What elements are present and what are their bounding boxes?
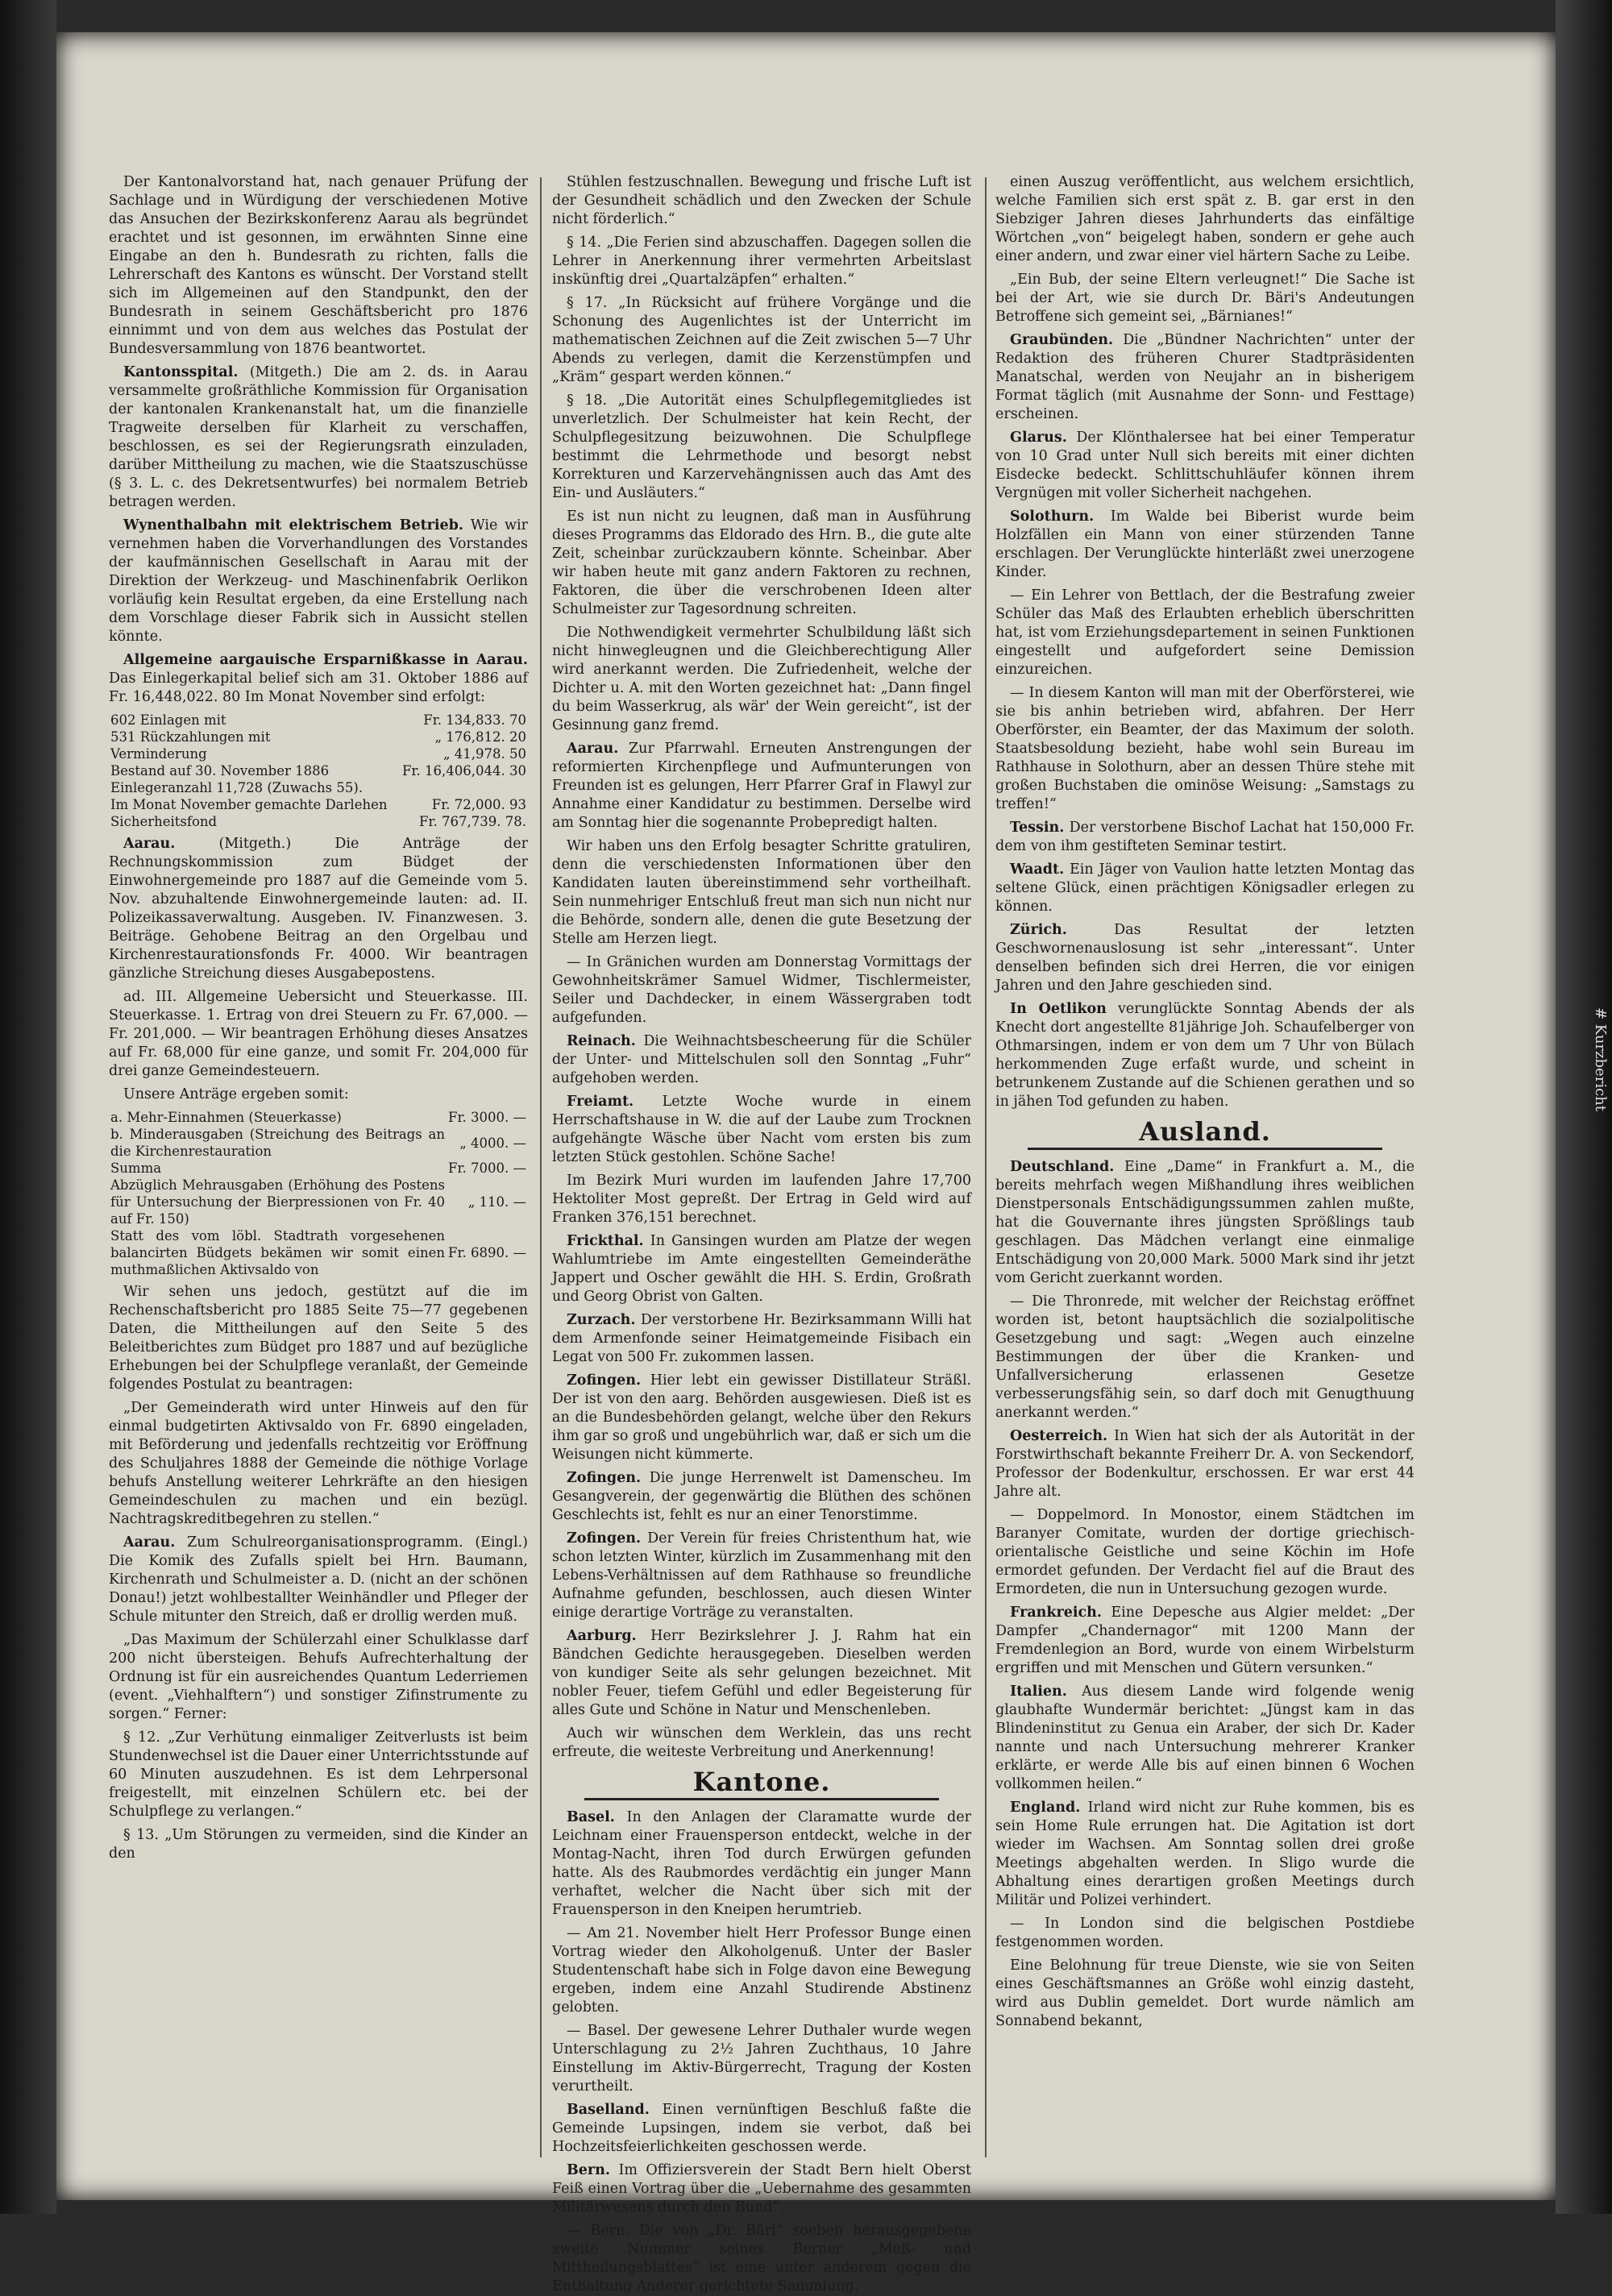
article-heading: Zofingen. <box>567 1372 642 1389</box>
table-row: b. Minderausgaben (Streichung des Beitrags an die Kirchenrestauration „ 4000. — <box>110 1127 526 1159</box>
article-heading: Waadt. <box>1010 862 1065 878</box>
table-row: Abzüglich Mehrausgaben (Erhöhung des Postens für Untersuchung der Bierpressionen von Fr. 40 auf Fr. 150) „ 110. — <box>110 1177 526 1227</box>
column-rule <box>985 177 987 2157</box>
article-heading: Aarau. <box>123 1534 176 1551</box>
column-2 <box>552 173 971 2294</box>
paragraph: Basel. In den Anlagen der Claramatte wurde der Leichnam einer Frauensperson entdeckt, welche in der Montag-Nacht, ihren Tod durch Erwürgen gefunden hatte. Als des Raubmordes verdächtig ein junger Mann verhaftet, welcher die Nacht über sich mit der Frauensperson in den Kneipen herumtrieb. <box>552 1809 971 1918</box>
paragraph: Frickthal. In Gansingen wurden am Platze der wegen Wahlumtriebe im Amte eingestellten Gemeinderäthe Jappert und Oscher gewählt die HH. S. Erdin, Großrath und Georg Obrist von Galten. <box>552 1233 971 1305</box>
paragraph: Zürich. Das Resultat der letzten Geschwornenauslosung ist sehr „interessant“. Unter denselben befinden sich drei Herren, die vor einigen Jahren und den Jahre geschieden sind. <box>995 922 1415 994</box>
paragraph: — Bern. Die von „Dr. Bäri“ soeben herausgegebene zweite Nummer seines Berner „Meß- und Mittheilungsblattes“ ist eine unter anderem gegen die Enthaltung Anderer gerichtete Sammlung. <box>552 2223 971 2294</box>
section-heading-kantone: Kantone. <box>692 1767 831 1797</box>
article-heading: In Oetlikon <box>1010 1001 1107 1017</box>
column-3 <box>995 173 1415 2165</box>
article-heading: Frickthal. <box>567 1233 644 1249</box>
paragraph: Reinach. Die Weihnachtsbescheerung für die Schüler der Unter- und Mittelschulen soll den Sonntag „Fuhr“ aufgehoben werden. <box>552 1033 971 1086</box>
paragraph: Der Kantonalvorstand hat, nach genauer Prüfung der Sachlage und in Würdigung der verschiedenen Motive das Ansuchen der Bezirkskonferenz Aarau als begründet erachtet und ist gesonnen, im erwähnten Sinne eine Eingabe an den h. Bundesrath zu richten, falls die Lehrerschaft des Kantons es wünscht. Der Vorstand stellt sich im Allgemeinen auf den Standpunkt, den der Bundesrath in seinem Geschäftsbericht pro 1876 einnimmt und von dem aus welches das Postulat der Bundesversammlung von 1876 beantwortet. <box>109 174 528 357</box>
paragraph: — Basel. Der gewesene Lehrer Duthaler wurde wegen Unterschlagung zu 2½ Jahren Zuchthaus, 10 Jahre Einstellung im Aktiv-Bürgerrecht, Tragung der Kosten verurtheilt. <box>552 2023 971 2095</box>
paragraph: § 13. „Um Störungen zu vermeiden, sind die Kinder an den <box>109 1827 528 1862</box>
article-heading: Baselland. <box>567 2102 650 2118</box>
article-heading: Oesterreich. <box>1010 1428 1108 1444</box>
paragraph: Wynenthalbahn mit elektrischem Betrieb. Wie wir vernehmen haben die Vorverhandlungen des Vorstandes der kaufmännischen Gesellschaft in Aarau mit der Direktion der Werkzeug- und Maschinenfabrik Oerlikon vorläufig kein Resultat ergeben, da eine Erstellung nach dem Vorschlage dieser Fabrik sich in Aussicht stellen könnte. <box>109 517 528 645</box>
article-heading: Aarau. <box>567 741 619 757</box>
paragraph: Wir haben uns den Erfolg besagter Schritte gratuliren, denn die verschiedensten Informationen über den Kandidaten lauten übereinstimmend sehr vortheilhaft. Sein nunmehriger Entschluß freut man sich nun nicht nur die Behörde, sondern alle, denen die gute Besetzung der Stelle am Herzen liegt. <box>552 838 971 947</box>
paragraph: Bern. Im Offiziersverein der Stadt Bern hielt Oberst Feiß einen Vortrag über die „Uebernahme des gesammten Militärwesens durch den Bund“. <box>552 2162 971 2215</box>
article-heading: Aarau. <box>123 836 176 852</box>
paragraph: — In Gränichen wurden am Donnerstag Vormittags der Gewohnheitskrämer Samuel Widmer, Tischlermeister, Seiler und Dachdecker, in einem Wässergraben todt aufgefunden. <box>552 954 971 1026</box>
paragraph: Zofingen. Der Verein für freies Christenthum hat, wie schon letzten Winter, kürzlich im Zusammenhang mit den Lebens-Verhältnissen auf dem Rathhause so freundliche Aufnahme gefunden, beschlossen, auch diesen Winter einige derartige Vorträge zu veranstalten. <box>552 1530 971 1621</box>
paragraph: „Der Gemeinderath wird unter Hinweis auf den für einmal budgetirten Aktivsaldo von Fr. 6890 eingeladen, mit Beförderung und jedenfalls rechtzeitig vor Eröffnung des Schuljahres 1888 der Gemeinde die nöthige Vorlage behufs Anstellung weiterer Lehrkräfte an den hiesigen Gemeindeschulen zu machen und ein bezügl. Nachtragskreditbegehren zu stellen.“ <box>109 1400 528 1527</box>
paragraph: — In London sind die belgischen Postdiebe festgenommen worden. <box>995 1916 1415 1950</box>
paragraph: Deutschland. Eine „Dame“ in Frankfurt a. M., die bereits mehrfach wegen Mißhandlung ihres weiblichen Dienstpersonals Entschädigungssummen zahlen mußte, hat die Gouvernante ihres jüngsten Sprößlings taub geschlagen. Das Mädchen verlangt eine einmalige Entschädigung von 20,000 Mark. 5000 Mark sind ihr jetzt vom Gericht zuerkannt worden. <box>995 1159 1415 1286</box>
table-row: Einlegeranzahl 11,728 (Zuwachs 55). <box>110 780 364 795</box>
article-heading: Aarburg. <box>567 1628 637 1644</box>
article-heading: Zofingen. <box>567 1530 642 1547</box>
paragraph: Im Bezirk Muri wurden im laufenden Jahre 17,700 Hektoliter Most gepreßt. Der Ertrag in Geld wird auf Franken 376,151 berechnet. <box>552 1173 971 1226</box>
paragraph: Baselland. Einen vernünftigen Beschluß faßte die Gemeinde Lupsingen, indem sie verbot, daß bei Hochzeitsfeierlichkeiten geschossen werde. <box>552 2102 971 2155</box>
article-heading: Frankreich. <box>1010 1605 1102 1621</box>
paragraph: Tessin. Der verstorbene Bischof Lachat hat 150,000 Fr. dem von ihm gestifteten Seminar testirt. <box>995 820 1415 854</box>
paragraph: Eine Belohnung für treue Dienste, wie sie von Seiten eines Geschäftsmannes an Größe wohl einzig dasteht, wird aus Dublin gemeldet. Dort wurde nämlich am Sonnabend bekannt, <box>995 1958 1415 2029</box>
table-row: Sicherheitsfond Fr. 767,739. 78. <box>110 814 526 829</box>
paragraph: Aarau. Zur Pfarrwahl. Erneuten Anstrengungen der reformierten Kirchenpflege und Aufmunterungen von Freunden ist es gelungen, Herr Pfarrer Graf in Flawyl zur Annahme einer Kandidatur zu bestimmen. Derselbe wird am Sonntag hier die sogenannte Probepredigt halten. <box>552 741 971 831</box>
paragraph: § 12. „Zur Verhütung einmaliger Zeitverlusts ist beim Stundenwechsel ist die Dauer einer Unterrichtsstunde auf 60 Minuten auszudehnen. Es ist dem Lehrpersonal freigestellt, mit einzelnen Schülern etc. bei der Schulpflege zu verlangen.“ <box>109 1729 528 1820</box>
table-row: 602 Einlagen mit Fr. 134,833. 70 <box>110 712 526 728</box>
column-1 <box>109 173 528 2165</box>
article-heading: Freiamt. <box>567 1094 634 1110</box>
paragraph: Zofingen. Die junge Herrenwelt ist Damenscheu. Im Gesangverein, der gegenwärtig die Blüthen des schönen Geschlechts ist, fehlt es nur an einer Tenorstimme. <box>552 1470 971 1523</box>
section-rule <box>584 1798 939 1800</box>
article-heading: Reinach. <box>567 1033 636 1049</box>
book-binding <box>0 0 56 2214</box>
paragraph: Waadt. Ein Jäger von Vaulion hatte letzten Montag das seltene Glück, einen prächtigen Königsadler erlegen zu können. <box>995 862 1415 915</box>
paragraph: § 14. „Die Ferien sind abzuschaffen. Dagegen sollen die Lehrer in Anerkennung ihrer vermehrten Arbeitslast inskünftig drei „Quartalzäpfen“ erhalten.“ <box>552 235 971 288</box>
paragraph: einen Auszug veröffentlicht, aus welchem ersichtlich, welche Familien sich erst spät z. B. gar erst in den Siebziger Jahren dieses Jahrhunderts das einfältige Wörtchen „von“ beigelegt haben, sondern er gehe auch einer andern, und zwar einer viel härtern Sache zu Leibe. <box>995 174 1415 264</box>
paragraph: Glarus. Der Klönthalersee hat bei einer Temperatur von 10 Grad unter Null sich bereits mit einer dichten Eisdecke bedeckt. Schlittschuhläufer können ihrem Vergnügen mit voller Sicherheit nachgehen. <box>995 430 1415 501</box>
article-heading: Allgemeine aargauische Ersparnißkasse in Aarau. <box>123 652 528 668</box>
article-heading: England. <box>1010 1800 1081 1816</box>
paragraph: Allgemeine aargauische Ersparnißkasse in Aarau. Das Einlegerkapital belief sich am 31. Oktober 1886 auf Fr. 16,448,022. 80 Im Monat November sind erfolgt: <box>109 652 528 705</box>
table-row: Verminderung „ 41,978. 50 <box>110 746 526 762</box>
paragraph: Wir sehen uns jedoch, gestützt auf die im Rechenschaftsbericht pro 1885 Seite 75—77 gegebenen Daten, die Mittheilungen auf den Seite 5 des Beleitberichtes zum Büdget pro 1887 und auf bezügliche Erhebungen bei der Schulpflege veranlaßt, der Gemeinde folgendes Postulat zu beantragen: <box>109 1284 528 1393</box>
article-heading: Italien. <box>1010 1684 1067 1700</box>
paragraph: — Ein Lehrer von Bettlach, der die Bestrafung zweier Schüler das Maß des Erlaubten erheblich überschritten hat, ist vom Erziehungsdepartement in seinen Funktionen eingestellt und aufgefordert seine Demission einzureichen. <box>995 587 1415 678</box>
paragraph: Unsere Anträge ergeben somit: <box>123 1086 349 1102</box>
article-heading: Solothurn. <box>1010 509 1095 525</box>
table-row: Bestand auf 30. November 1886 Fr. 16,406,044. 30 <box>110 763 526 778</box>
table-row: Summa Fr. 7000. — <box>110 1160 526 1176</box>
paragraph: England. Irland wird nicht zur Ruhe kommen, bis es sein Home Rule errungen hat. Die Agitation ist dort wieder im Wachsen. Am Sonntag sollen drei große Meetings abgehalten werden. In Sligo wurde die Abhaltung eines derartigen großen Meetings durch Militär und Polizei verhindert. <box>995 1800 1415 1908</box>
paragraph: Frankreich. Eine Depesche aus Algier meldet: „Der Dampfer „Chandernagor“ mit 1200 Mann der Fremdenlegion an Bord, wurde von einem Wirbelsturm ergriffen und mit Menschen und Gütern versunken.“ <box>995 1605 1415 1676</box>
table-row: Im Monat November gemachte Darlehen Fr. 72,000. 93 <box>110 797 526 812</box>
table-row: a. Mehr-Einnahmen (Steuerkasse) Fr. 3000. — <box>110 1110 526 1125</box>
article-heading: Zofingen. <box>567 1470 642 1486</box>
paragraph: Zurzach. Der verstorbene Hr. Bezirksammann Willi hat dem Armenfonde seiner Heimatgemeinde Fisibach ein Legat von 500 Fr. zukommen lassen. <box>552 1312 971 1365</box>
paragraph: Es ist nun nicht zu leugnen, daß man in Ausführung dieses Programms das Eldorado des Hrn. B., die gute alte Zeit, scheinbar zurückzaubern könnte. Scheinbar. Aber wir haben heute mit ganz andern Faktoren zu rechnen, Faktoren, die über die verschrobenen Ideen alter Schulmeister zur Tagesordnung schreiten. <box>552 509 971 617</box>
paragraph: — Doppelmord. In Monostor, einem Städtchen im Baranyer Comitate, wurden der dortige griechisch-orientalische Geistliche und seine Köchin im Hofe ermordet gefunden. Der Verdacht fiel auf die Braut des Ermordeten, die nun in Untersuchung gezogen wurde. <box>995 1507 1415 1597</box>
paragraph: Freiamt. Letzte Woche wurde in einem Herrschaftshause in W. die auf der Laube zum Trocknen aufgehängte Wäsche über Nacht vom ersten bis zum letzten Stück gestohlen. Schöne Sache! <box>552 1094 971 1165</box>
article-heading: Bern. <box>567 2162 610 2178</box>
paragraph: — In diesem Kanton will man mit der Oberförsterei, wie sie bis anhin betrieben wird, abfahren. Der Herr Oberförster, ein Beamter, der das Maximum der soloth. Staatsbesoldung bezieht, habe wohl sein Bureau im Rathhause in Solothurn, aber an dessen Thüre stehe mit großen Buchstaben die ominöse Weisung: „Samstags zu treffen!“ <box>995 685 1415 812</box>
article-heading: Kantonsspital. <box>123 364 239 380</box>
section-rule <box>1028 1148 1382 1150</box>
paragraph: Auch wir wünschen dem Werklein, das uns recht erfreute, die weiteste Verbreitung und Anerkennung! <box>552 1725 971 1760</box>
paragraph: Stühlen festzuschnallen. Bewegung und frische Luft ist der Gesundheit schädlich und den Zwecken der Schule nicht förderlich.“ <box>552 174 971 227</box>
paragraph: Kantonsspital. (Mitgeth.) Die am 2. ds. in Aarau versammelte großräthliche Kommission für Organisation der kantonalen Krankenanstalt hat, um die finanzielle Tragweite derselben für Klarheit zu verschaffen, beschlossen, es sei der Regierungsrath einzuladen, darüber Mittheilung zu machen, wie die Staatszuschüsse (§ 3. L. c. des Dekretsentwurfes) bei normalem Betrieb betragen werden. <box>109 364 528 510</box>
article-heading: Tessin. <box>1010 820 1065 836</box>
paragraph: — Die Thronrede, mit welcher der Reichstag eröffnet worden ist, betont hauptsächlich die sozialpolitische Gesetzgebung und sagt: „Wegen auch einzelne Bestimmungen der über die Kranken- und Unfallversicherung erlassenen Gesetze verbesserungsfähig sein, so darf doch mit Genugthuung anerkannt werden.“ <box>995 1293 1415 1421</box>
paragraph: ad. III. Allgemeine Uebersicht und Steuerkasse. III. Steuerkasse. 1. Ertrag von drei Steuern zu Fr. 67,000. — Fr. 201,000. — Wir beantragen Erhöhung dieses Ansatzes auf Fr. 68,000 für eine ganze, und somit Fr. 204,000 für drei ganze Gemeindesteuern. <box>109 989 528 1079</box>
paragraph: Graubünden. Die „Bündner Nachrichten“ unter der Redaktion des früheren Churer Stadtpräsidenten Manatschal, werden von Neujahr an in bisherigem Format täglich (mit Ausnahme der Sonn- und Festtage) erscheinen. <box>995 332 1415 422</box>
paragraph: § 18. „Die Autorität eines Schulpflegemitgliedes ist unverletzlich. Der Schulmeister hat kein Recht, der Schulpflegesitzung beizuwohnen. Die Schulpflege bestimmt die Lehrmethode und besorgt nebst Korrekturen und Karzervehängnissen auch das Amt des Ein- und Ausläuters.“ <box>552 392 971 501</box>
paragraph: Die Nothwendigkeit vermehrter Schulbildung läßt sich nicht hinwegleugnen und die Gleichberechtigung Aller wird anerkannt werden. Die Zufriedenheit, welche der Dichter u. A. mit den Worten gezeichnet hat: „Dann fingel du beim Wasserkrug, als wär' der Wein gereicht“, ist der Gesinnung ganz fremd. <box>552 625 971 733</box>
article-heading: Wynenthalbahn mit elektrischem Betrieb. <box>123 517 463 534</box>
article-heading: Zurzach. <box>567 1312 636 1328</box>
savings-bank-table <box>109 712 528 830</box>
article-heading: Deutschland. <box>1010 1159 1115 1175</box>
paragraph: Aarau. (Mitgeth.) Die Anträge der Rechnungskommission zum Büdget der Einwohnergemeinde pro 1887 auf die Gemeinde vom 5. Nov. abzuhaltende Einwohnergemeinde lauten: ad. II. Polizeikassaverwaltung. Ausgeben. IV. Finanzwesen. 3. Beiträge. Gehobene Beitrag an den Orgelbau und Kirchenrestaurationsfonds Fr. 4000. Wir beantragen gänzliche Streichung dieses Ausgabepostens. <box>109 836 528 982</box>
section-heading-ausland: Ausland. <box>1139 1116 1271 1147</box>
budget-table <box>109 1109 528 1278</box>
article-heading: Glarus. <box>1010 430 1067 446</box>
paragraph: „Ein Bub, der seine Eltern verleugnet!“ Die Sache ist bei der Art, wie sie durch Dr. Bäri's Andeutungen Betroffene sich gemeint sei, „Bärnianes!“ <box>995 272 1415 325</box>
table-row: Statt des vom löbl. Stadtrath vorgesehenen balancirten Büdgets bekämen wir somit einen muthmaßlichen Aktivsaldo von Fr. 6890. — <box>110 1228 526 1277</box>
paragraph: Oesterreich. In Wien hat sich der als Autorität in der Forstwirthschaft bekannte Freiherr Dr. A. von Seckendorf, Professor der Bodenkultur, erschossen. Er war erst 44 Jahre alt. <box>995 1428 1415 1500</box>
adjacent-page-text: # Kurzbericht <box>1592 1007 1609 1111</box>
paragraph: Aarburg. Herr Bezirkslehrer J. J. Rahm hat ein Bändchen Gedichte herausgegeben. Dieselben werden von kundiger Seite als sehr gelungen bezeichnet. Mit nobler Feuer, tiefem Gefühl und edler Begeisterung für alles Gute und Schöne in Natur und Menschenleben. <box>552 1628 971 1718</box>
paragraph: „Das Maximum der Schülerzahl einer Schulklasse darf 200 nicht übersteigen. Behufs Aufrechterhaltung der Ordnung ist für ein ausreichendes Quantum Lederriemen (event. „Viehhalftern“) und sonstiger Zifinstrumente zu sorgen.“ Ferner: <box>109 1632 528 1722</box>
paragraph: Zofingen. Hier lebt ein gewisser Distillateur Sträßl. Der ist von den aarg. Behörden ausgewiesen. Dieß ist es an die Bundesbehörden gelangt, welche über den Rekurs ihm gar so groß und ungebührlich war, daß er sich um die Weisungen nicht kümmerte. <box>552 1372 971 1463</box>
article-heading: Graubünden. <box>1010 332 1114 348</box>
article-heading: Zürich. <box>1010 922 1067 938</box>
adjacent-page-edge <box>1556 0 1612 2214</box>
column-rule <box>540 177 542 2157</box>
paragraph: — Am 21. November hielt Herr Professor Bunge einen Vortrag wieder den Alkoholgenuß. Unter der Basler Studentenschaft habe sich in Folge davon eine Bewegung ergeben, indem eine Anzahl Studirende Abstinenz gelobten. <box>552 1925 971 2016</box>
paragraph: Solothurn. Im Walde bei Biberist wurde beim Holzfällen ein Mann von einer stürzenden Tanne erschlagen. Der Verunglückte hinterläßt zwei unerzogene Kinder. <box>995 509 1415 580</box>
paragraph: § 17. „In Rücksicht auf frühere Vorgänge und die Schonung des Augenlichtes ist der Unterricht im mathematischen Zeichnen auf die Zeit zwischen 5—7 Uhr Abends zu verlegen, damit die Kerzenstümpfen und „Kräm“ gespart werden können.“ <box>552 295 971 385</box>
paragraph: Italien. Aus diesem Lande wird folgende wenig glaubhafte Wundermär berichtet: „Jüngst kam in das Blindeninstitut zu Genua ein Araber, der sich Dr. Kader nannte und nach Untersuchung mehrerer Kranker erklärte, er werde Alle bis auf einen binnen 6 Wochen vollkommen heilen.“ <box>995 1684 1415 1792</box>
table-row: 531 Rückzahlungen mit „ 176,812. 20 <box>110 729 526 745</box>
paragraph: Aarau. Zum Schulreorganisationsprogramm. (Eingl.) Die Komik des Zufalls spielt bei Hrn. Baumann, Kirchenrath und Schulmeister a. D. (nicht an der schönen Donau!) jetzt wohlbestallter Weinhändler und Pfleger der Schule mitunter den Streich, daß er drollig werden muß. <box>109 1534 528 1625</box>
paragraph: In Oetlikon verunglückte Sonntag Abends der als Knecht dort angestellte 81jährige Joh. Schaufelberger von Othmarsingen, indem er von dem um 7 Uhr von Bülach herkommenden Zuge erfaßt wurde, und scheint in betrunkenem Zustande auf die Schienen gerathen und so in jähen Tod gefunden zu haben. <box>995 1001 1415 1110</box>
article-heading: Basel. <box>567 1809 615 1825</box>
